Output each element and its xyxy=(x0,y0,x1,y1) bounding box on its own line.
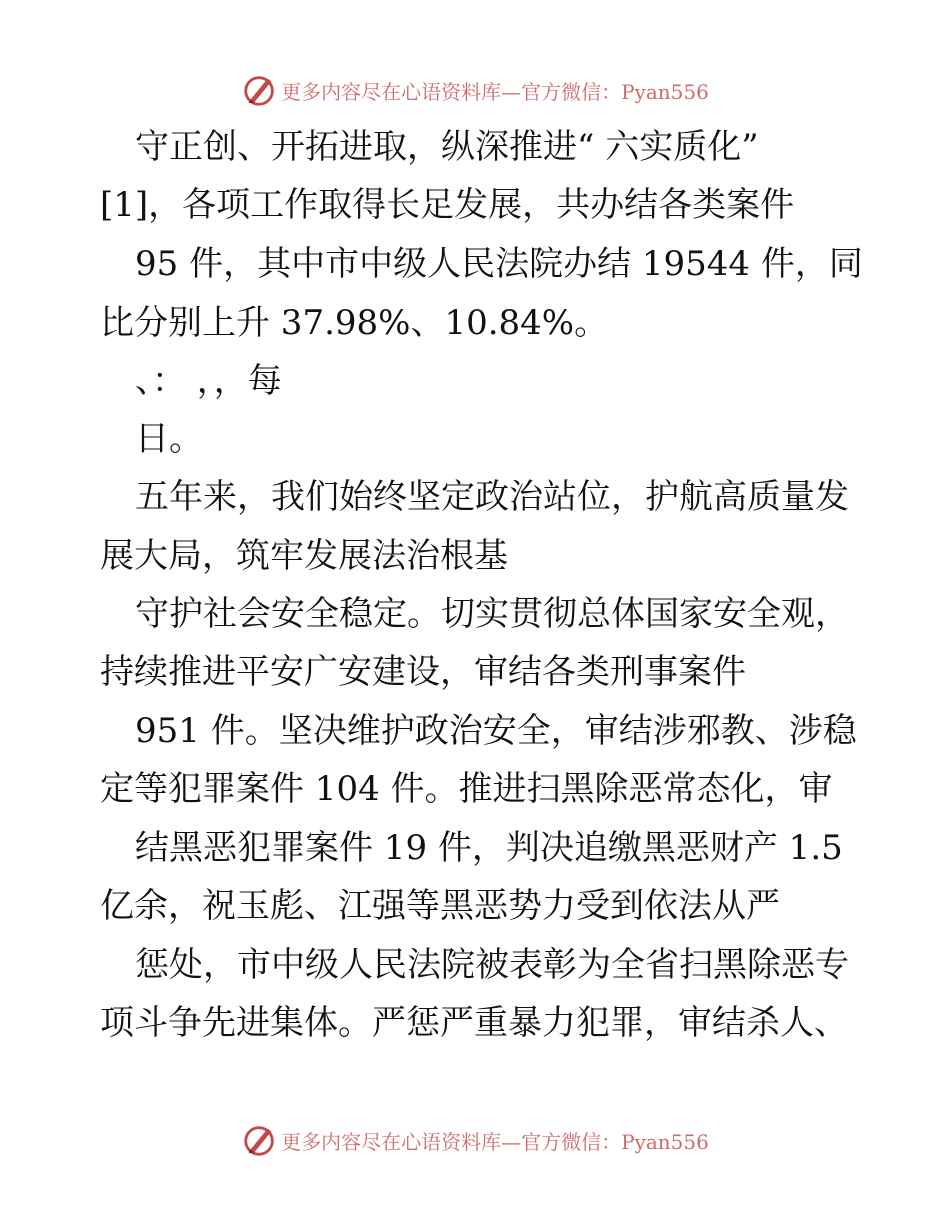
text-line: 、： ，，每 xyxy=(135,361,282,401)
text-line: 951 件。坚决维护政治安全，审结涉邪教、涉稳 xyxy=(135,711,857,751)
text-line: 95 件，其中市中级人民法院办结 19544 件，同 xyxy=(135,244,863,284)
text-line: 惩处，市中级人民法院被表彰为全省扫黑除恶专 xyxy=(135,945,849,985)
watermark-text: 更多内容尽在心语资料库—官方微信：Pyan556 xyxy=(281,1129,709,1154)
text-line: [1]，各项工作取得长足发展，共办结各类案件 xyxy=(100,185,795,225)
text-line: 项斗争先进集体。严惩严重暴力犯罪，审结杀人、 xyxy=(100,1003,848,1043)
header-watermark xyxy=(0,70,950,110)
text-line: 比分别上升 37.98%、10.84%。 xyxy=(100,303,609,343)
footer-watermark xyxy=(0,1120,950,1160)
watermark-text: 更多内容尽在心语资料库—官方微信：Pyan556 xyxy=(281,79,709,104)
text-line: 守正创、开拓进取，纵深推进“ 六实质化” xyxy=(135,127,759,167)
text-line: 结黑恶犯罪案件 19 件，判决追缴黑恶财产 1.5 xyxy=(135,828,843,868)
text-line: 展大局，筑牢发展法治根基 xyxy=(100,536,508,576)
text-line: 亿余，祝玉彪、江强等黑恶势力受到依法从严 xyxy=(100,886,780,926)
text-line: 五年来，我们始终坚定政治站位，护航高质量发 xyxy=(135,477,849,517)
text-line: 日。 xyxy=(135,419,203,459)
text-line: 持续推进平安广安建设，审结各类刑事案件 xyxy=(100,652,746,692)
pen-logo-icon xyxy=(241,71,279,109)
text-line: 守护社会安全稳定。切实贯彻总体国家安全观， xyxy=(135,594,849,634)
text-line: 定等犯罪案件 104 件。推进扫黑除恶常态化，审 xyxy=(100,769,833,809)
pen-logo-icon xyxy=(241,1121,279,1159)
